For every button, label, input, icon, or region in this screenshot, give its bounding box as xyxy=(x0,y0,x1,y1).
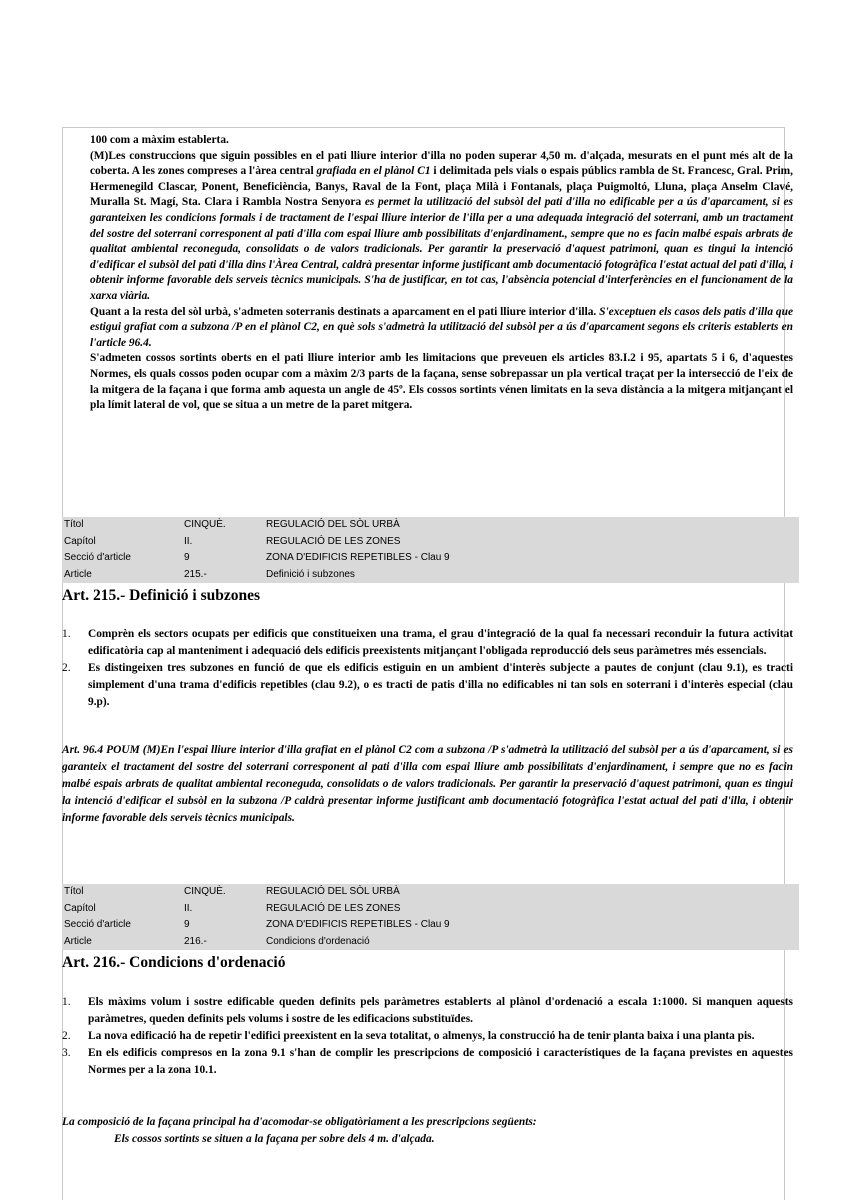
continuation-text xyxy=(90,133,793,414)
article-96-4-note: Art. 96.4 POUM (M)En l'espai lliure interior d'illa grafiat en el plànol C2 com a subzona /P s'admetrà la utilització del subsòl per a ús d'aparcament, si es garanteix el tractament del sostre del soterrani corresponent al pati d'illa com espai lliure amb possibilitats d'enjardinament, i sempre que no es facin malbé espais arbrats de qualitat ambiental reconeguda, consolidats o de valors tradicionals. Per garantir la preservació d'aquest patrimoni, quan es tingui la intenció d'edificar el subsòl en la subzona /P caldrà presentar informe justificant amb documentació fotogràfica l'estat actual del pati d'illa, i obtenir informe favorable dels serveis tècnics municipals. xyxy=(62,744,793,824)
meta-row-titol: Títol CINQUÈ. REGULACIÓ DEL SÒL URBÀ xyxy=(64,886,400,897)
list-item: 1. Els màxims volum i sostre edificable queden definits pels paràmetres establerts al plànol d'ordenació a escala 1:1000. Si manquen aquests paràmetres, queden definits pels volums i sostre de les edificacions substituïdes. xyxy=(62,996,793,1025)
article-metadata-215 xyxy=(62,517,799,583)
article-216-list xyxy=(62,994,793,1079)
article-215-list xyxy=(62,626,793,711)
article-215-title: Art. 215.- Definició i subzones xyxy=(62,587,261,604)
meta-row-seccio: Secció d'article 9 ZONA D'EDIFICIS REPETIBLES - Clau 9 xyxy=(64,552,450,563)
list-item: 1. Comprèn els sectors ocupats per edificis que constitueixen una trama, el grau d'integració de la qual fa necessari reconduir la futura activitat edificatòria cap al manteniment i adequació dels edificis preexistents mitjançant l'obligada reproducció dels seus paràmetres més essencials. xyxy=(62,628,793,657)
meta-row-titol: Títol CINQUÈ. REGULACIÓ DEL SÒL URBÀ xyxy=(64,519,400,530)
article-216-title: Art. 216.- Condicions d'ordenació xyxy=(62,954,286,971)
paragraph-2: Quant a la resta del sòl urbà, s'admeten soterranis destinats a aparcament en el pati lliure interior d'illa. S'exceptuen els casos dels patis d'illa que estigui grafiat com a subzona /P en el plànol C2, en què sols s'admetrà la utilització del subsòl per a ús d'aparcament segons els criteris establerts en l'article 96.4. xyxy=(90,305,794,349)
meta-row-article: Article 216.- Condicions d'ordenació xyxy=(64,935,370,947)
meta-row-seccio: Secció d'article 9 ZONA D'EDIFICIS REPETIBLES - Clau 9 xyxy=(64,919,450,930)
list-item: 3. En els edificis compresos en la zona 9.1 s'han de complir les prescripcions de composició i característiques de la façana previstes en aquestes Normes per a la zona 10.1. xyxy=(62,1047,793,1076)
paragraph-0: 100 com a màxim establerta. xyxy=(90,134,229,146)
list-item: 2. Es distingeixen tres subzones en funció de que els edificis estiguin en un ambient d'interès subjecte a pautes de conjunt (clau 9.1), es tracti simplement d'una trama d'edificis repetibles (clau 9.2), o es tracti de patis d'illa no edificables ni tan sols en soterrani i d'interès especial (clau 9.p). xyxy=(62,662,793,708)
composition-item: Els cossos sortints se situen a la façana per sobre dels 4 m. d'alçada. xyxy=(114,1133,435,1145)
article-metadata-216 xyxy=(62,884,799,950)
meta-row-article: Article 215.- Definició i subzones xyxy=(64,568,355,580)
list-item: 2. La nova edificació ha de repetir l'edifici preexistent en la seva totalitat, o almenys, la construcció ha de tenir planta baixa i una planta pis. xyxy=(62,1030,755,1042)
meta-row-capitol: Capítol II. REGULACIÓ DE LES ZONES xyxy=(64,902,401,914)
paragraph-3: S'admeten cossos sortints oberts en el pati lliure interior amb les limitacions que preveuen els articles 83.I.2 i 95, apartats 5 i 6, d'aquestes Normes, els quals cossos poden ocupar com a màxim 2/3 parts de la façana, sense sobrepassar un pla vertical traçat per la intersecció de l'eix de la mitgera de la façana i que forma amb aquesta un angle de 45º. Els cossos sortints vénen limitats en la seva distància a la mitgera mitjançant el pla límit lateral de vol, que se situa a un metre de la paret mitgera. xyxy=(90,352,793,412)
meta-row-capitol: Capítol II. REGULACIÓ DE LES ZONES xyxy=(64,535,401,547)
composition-note: La composició de la façana principal ha d'acomodar-se obligatòriament a les prescripcions següents: xyxy=(62,1116,537,1128)
paragraph-1: (M)Les construccions que siguin possibles en el pati lliure interior d'illa no poden superar 4,50 m. d'alçada, mesurats en el punt més alt de la coberta. A les zones compreses a l'àrea central grafiada en el plànol C1 i delimitada pels vials o espais públics rambla de St. Francesc, Gral. Prim, Hermenegild Clascar, Ponent, Beneficiència, Banys, Raval de la Font, plaça Milà i Fontanals, plaça Puigmoltó, Lluna, plaça Anselm Clavé, Muralla St. Magí, Sta. Clara i Rambla Nostra Senyora es permet la utilització del subsòl del pati d'illa no edificable per a ús d'aparcament, si es garanteixen les condicions formals i de tractament de l'espai lliure interior de l'illa per a una adequada integració del soterrani, amb un tractament del sostre del soterrani corresponent al pati d'illa com espai lliure amb possibilitats d'enjardinament., sempre que no es facin malbé espais arbrats de qualitat ambiental reconeguda, consolidats o de valors tradicionals. Per garantir la preservació d'aquest patrimoni, quan es tingui la intenció d'edificar el subsòl del pati d'illa dins l'Àrea Central, caldrà presentar informe justificant amb documentació fotogràfica l'estat actual del pati d'illa, i obtenir informe favorable dels serveis tècnics municipals. S'ha de justificar, en tot cas, l'absència potencial d'interferències en el funcionament de la xarxa viària. xyxy=(90,149,794,302)
